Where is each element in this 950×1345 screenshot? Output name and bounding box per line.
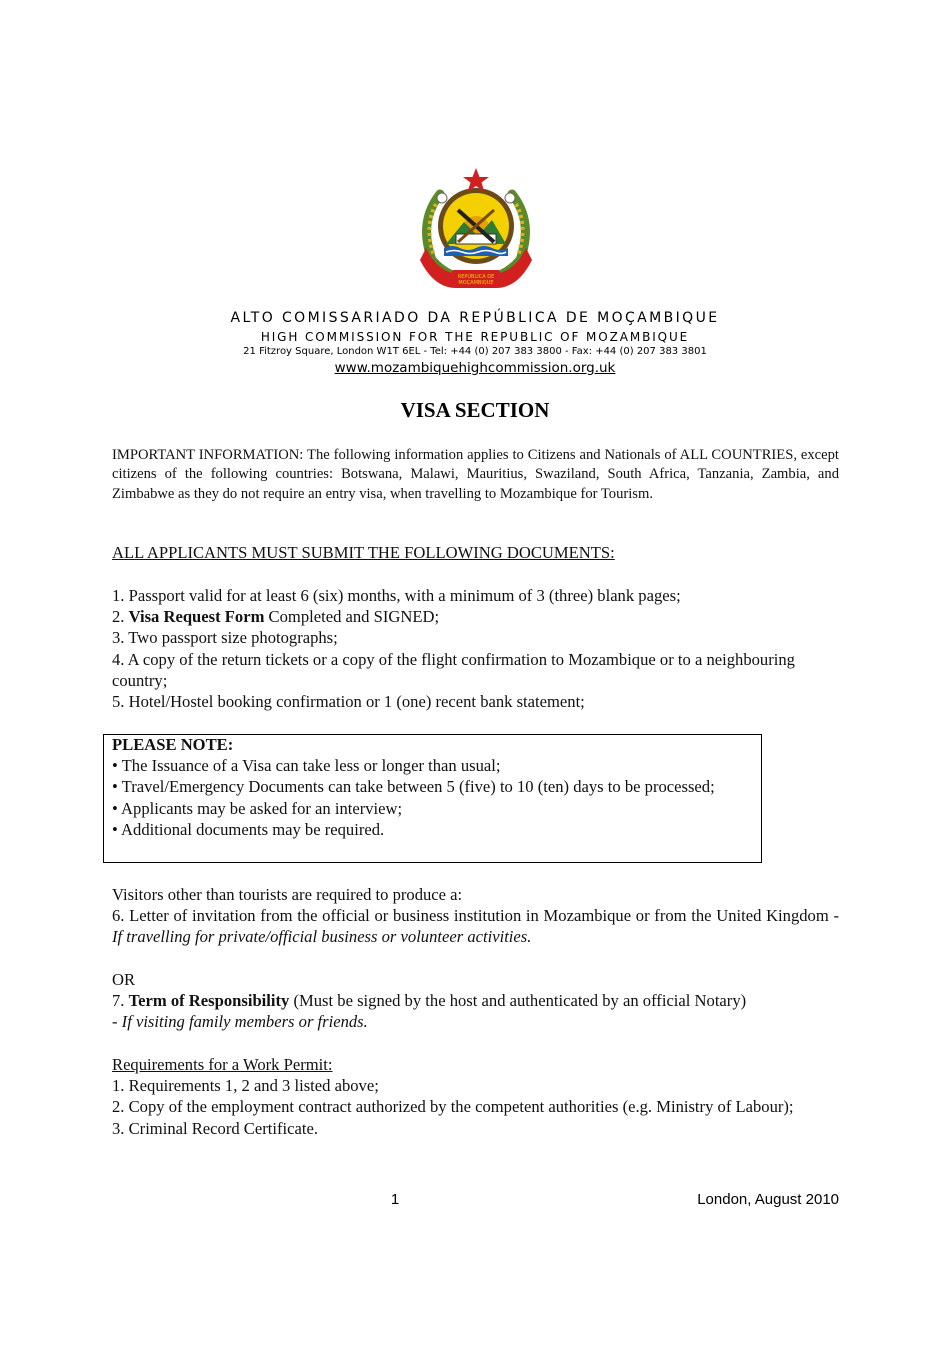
visitor-item-6-text: 6. Letter of invitation from the official or business institution in Mozambique or from the United Kingdom - <box>112 906 839 926</box>
work-permit-item: 1. Requirements 1, 2 and 3 listed above; <box>112 1076 379 1096</box>
note-item: • Applicants may be asked for an interview; <box>112 798 403 818</box>
visa-request-form-label: Visa Request Form <box>128 607 265 627</box>
visitors-section <box>112 884 839 948</box>
visitor-item-7-rest: (Must be signed by the host and authenticated by an official Notary) <box>289 991 747 1011</box>
documents-heading: ALL APPLICANTS MUST SUBMIT THE FOLLOWING DOCUMENTS: <box>112 543 615 562</box>
intro-paragraph: IMPORTANT INFORMATION: The following information applies to Citizens and Nationals of ALL COUNTRIES, except citizens of the following countries: Botswana, Malawi, Mauritius, Swaziland, South Africa, Tanzania, Zambia, and Zimbabwe as they do not require an entry visa, when travelling to Mozambique for Tourism. <box>112 447 839 502</box>
document-item-1: 1. Passport valid for at least 6 (six) months, with a minimum of 3 (three) blank pages; <box>112 586 681 605</box>
note-item: • Additional documents may be required. <box>112 819 385 839</box>
please-note-heading: PLEASE NOTE: <box>112 735 234 754</box>
work-permit-item: 3. Criminal Record Certificate. <box>112 1118 318 1138</box>
section-title: VISA SECTION <box>400 398 550 422</box>
please-note-content <box>112 734 753 840</box>
header-title-en: HIGH COMMISSION FOR THE REPUBLIC OF MOZAMBIQUE <box>260 330 690 344</box>
document-item-3: 3. Two passport size photographs; <box>112 628 338 648</box>
term-of-responsibility-label: Term of Responsibility <box>128 991 290 1011</box>
header-address: 21 Fitzroy Square, London W1T 6EL - Tel: +44 (0) 207 383 3800 - Fax: +44 (0) 207 383 3801 <box>243 346 707 357</box>
header-website-link[interactable]: www.mozambiquehighcommission.org.uk <box>334 360 616 376</box>
work-permit-item: 2. Copy of the employment contract authorized by the competent authorities (e.g. Ministry of Labour); <box>112 1097 794 1117</box>
work-permit-heading: Requirements for a Work Permit: <box>112 1055 333 1074</box>
document-item-5: 5. Hotel/Hostel booking confirmation or 1 (one) recent bank statement; <box>112 692 585 712</box>
national-emblem <box>412 164 540 292</box>
document-item-2-number: 2. <box>112 607 129 627</box>
header-title-pt: ALTO COMISSARIADO DA REPÚBLICA DE MOÇAMBIQUE <box>230 310 720 326</box>
svg-text:MOÇAMBIQUE: MOÇAMBIQUE <box>458 280 494 286</box>
visitors-intro: Visitors other than tourists are required to produce a: <box>112 885 463 904</box>
visitor-item-7-note: - If visiting family members or friends. <box>112 1012 368 1032</box>
note-item: • Travel/Emergency Documents can take between 5 (five) to 10 (ten) days to be processed; <box>112 777 715 797</box>
work-permit-section <box>112 1054 839 1139</box>
svg-text:REPÚBLICA DE: REPÚBLICA DE <box>457 274 495 280</box>
or-section <box>112 969 839 1033</box>
document-item-2-rest: Completed and SIGNED; <box>264 607 440 627</box>
or-label: OR <box>112 970 136 989</box>
visitor-item-7-number: 7. <box>112 991 129 1011</box>
footer-location-date: London, August 2010 <box>697 1191 839 1208</box>
visitor-item-6 <box>112 905 839 947</box>
page-number: 1 <box>390 1191 400 1208</box>
visitor-item-7 <box>112 990 839 1011</box>
note-item: • The Issuance of a Visa can take less or longer than usual; <box>112 756 501 776</box>
visitor-item-6-note: If travelling for private/official business or volunteer activities. <box>112 927 532 947</box>
document-item-2 <box>112 606 839 627</box>
document-item-4: 4. A copy of the return tickets or a copy of the flight confirmation to Mozambique or to a neighbouring country; <box>112 649 795 690</box>
documents-list <box>112 585 839 712</box>
